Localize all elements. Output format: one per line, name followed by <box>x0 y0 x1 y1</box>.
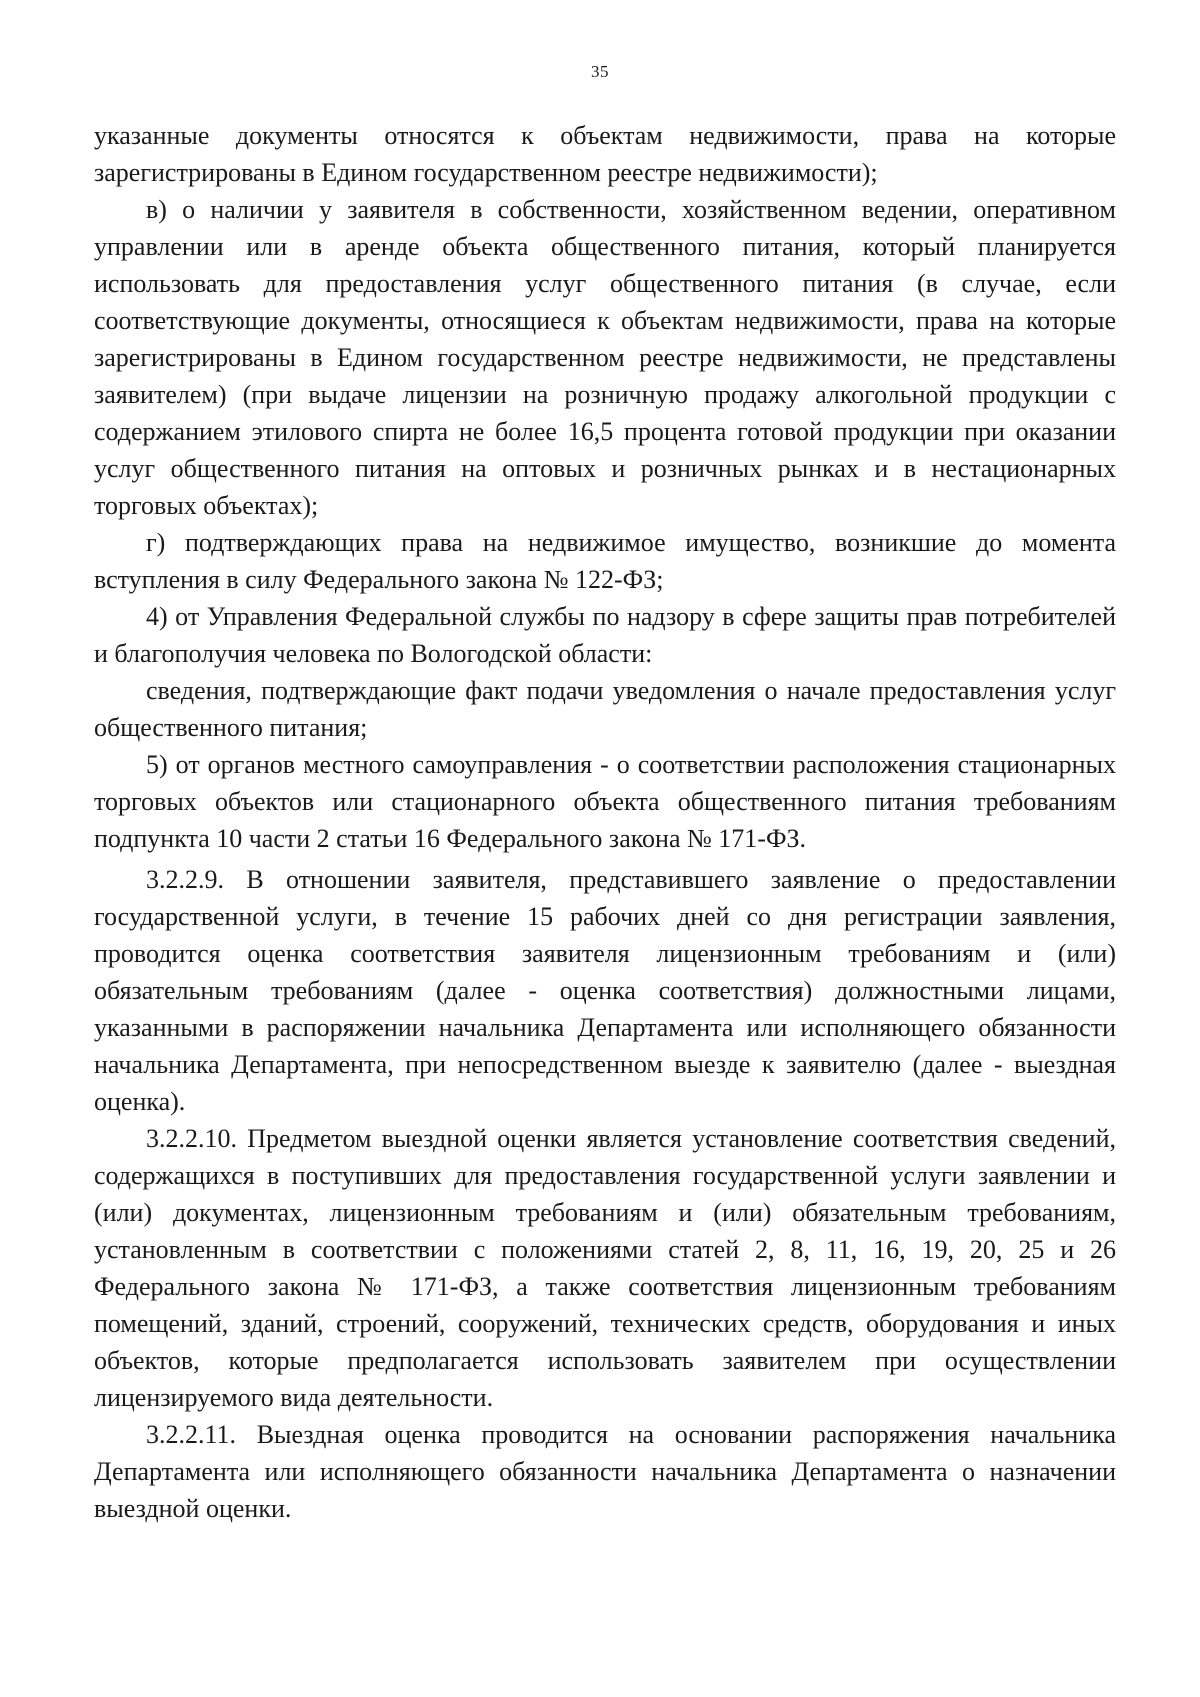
paragraph: указанные документы относятся к объектам недвижимости, права на которые зарегистрированы в Едином государственном реестре недвижимости); <box>94 121 1116 187</box>
paragraph: 4) от Управления Федеральной службы по надзору в сфере защиты прав потребителей и благополучия человека по Вологодской области: <box>94 602 1116 668</box>
paragraph: 3.2.2.11. Выездная оценка проводится на основании распоряжения начальника Департамента или исполняющего обязанности начальника Департамента о назначении выездной оценки. <box>94 1420 1116 1523</box>
document-body <box>94 117 1116 1527</box>
paragraph: в) о наличии у заявителя в собственности, хозяйственном ведении, оперативном управлении или в аренде объекта общественного питания, который планируется использовать для предоставления услуг общественного питания (в случае, если соответствующие документы, относящиеся к объектам недвижимости, права на которые зарегистрированы в Едином государственном реестре недвижимости, не представлены заявителем) (при выдаче лицензии на розничную продажу алкогольной продукции с содержанием этилового спирта не более 16,5 процента готовой продукции при оказании услуг общественного питания на оптовых и розничных рынках и в нестационарных торговых объектах); <box>94 195 1116 520</box>
paragraph: г) подтверждающих права на недвижимое имущество, возникшие до момента вступления в силу Федерального закона № 122-ФЗ; <box>94 528 1116 594</box>
paragraph: 3.2.2.10. Предметом выездной оценки является установление соответствия сведений, содержащихся в поступивших для предоставления государственной услуги заявлении и (или) документах, лицензионным требованиям и (или) обязательным требованиям, установленным в соответствии с положениями статей 2, 8, 11, 16, 19, 20, 25 и 26 Федерального закона № 171-ФЗ, а также соответствия лицензионным требованиям помещений, зданий, строений, сооружений, технических средств, оборудования и иных объектов, которые предполагается использовать заявителем при осуществлении лицензируемого вида деятельности. <box>94 1124 1116 1412</box>
paragraph: 3.2.2.9. В отношении заявителя, представившего заявление о предоставлении государственной услуги, в течение 15 рабочих дней со дня регистрации заявления, проводится оценка соответствия заявителя лицензионным требованиям и (или) обязательным требованиям (далее - оценка соответствия) должностными лицами, указанными в распоряжении начальника Департамента или исполняющего обязанности начальника Департамента, при непосредственном выезде к заявителю (далее - выездная оценка). <box>94 865 1116 1116</box>
paragraph: 5) от органов местного самоуправления - о соответствии расположения стационарных торговых объектов или стационарного объекта общественного питания требованиям подпункта 10 части 2 статьи 16 Федерального закона № 171-ФЗ. <box>94 750 1116 853</box>
page-number: 35 <box>591 62 609 81</box>
paragraph: сведения, подтверждающие факт подачи уведомления о начале предоставления услуг общественного питания; <box>94 676 1116 742</box>
